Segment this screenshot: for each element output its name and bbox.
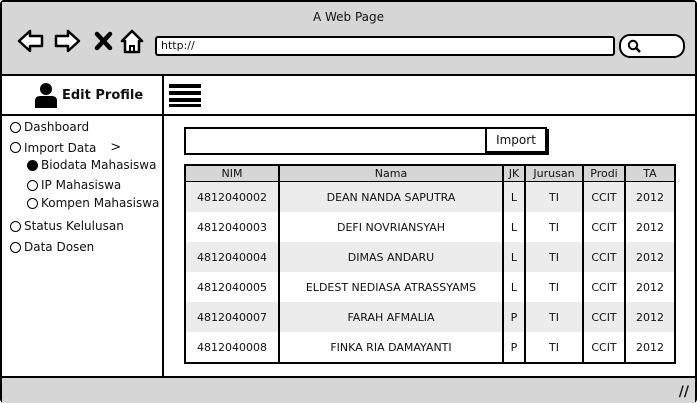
status-bar [2, 376, 695, 403]
biodata-table [184, 164, 676, 364]
cell-jurusan: TI [525, 302, 583, 332]
cell-ta: 2012 [625, 182, 674, 213]
edit-profile-link[interactable] [2, 76, 162, 114]
column-header-nim[interactable]: NIM [186, 166, 279, 182]
radio-icon [10, 122, 21, 133]
radio-icon [27, 198, 38, 209]
user-icon [34, 82, 58, 108]
cell-jurusan: TI [525, 212, 583, 242]
cell-jk: L [503, 242, 525, 272]
url-bar[interactable]: http:// [155, 36, 615, 56]
cell-jurusan: TI [525, 182, 583, 213]
cell-jk: L [503, 182, 525, 213]
radio-icon [10, 142, 21, 153]
home-icon[interactable] [118, 26, 148, 56]
sidebar-item-label: Data Dosen [24, 240, 95, 254]
cell-nim: 4812040007 [186, 302, 279, 332]
window-title: A Web Page [312, 10, 385, 24]
sidebar-item-ip-mahasiswa[interactable] [27, 178, 121, 192]
cell-nim: 4812040002 [186, 182, 279, 213]
cell-jk: P [503, 302, 525, 332]
cell-nim: 4812040008 [186, 332, 279, 362]
column-header-jurusan[interactable]: Jurusan [525, 166, 583, 182]
hamburger-menu-icon[interactable] [168, 82, 202, 108]
radio-icon [27, 180, 38, 191]
table-row[interactable] [186, 302, 674, 332]
chevron-right-icon: > [110, 140, 122, 155]
column-header-nama[interactable]: Nama [279, 166, 503, 182]
column-header-prodi[interactable]: Prodi [583, 166, 625, 182]
sidebar-item-label: Biodata Mahasiswa [41, 158, 157, 172]
cell-prodi: CCIT [583, 302, 625, 332]
sidebar-item-label: Dashboard [24, 120, 90, 134]
cell-ta: 2012 [636, 340, 664, 354]
search-box[interactable] [619, 34, 685, 58]
table-row[interactable] [186, 242, 674, 272]
cell-nama: DEFI NOVRIANSYAH [279, 212, 503, 242]
browser-toolbar [2, 2, 695, 76]
cell-nama: FINKA RIA DAMAYANTI [279, 332, 503, 362]
sidebar-item-dashboard[interactable] [10, 120, 89, 134]
cell-nim: 4812040003 [186, 212, 279, 242]
sidebar-item-import-data[interactable] [10, 140, 121, 155]
forward-arrow-icon[interactable] [52, 26, 82, 56]
sidebar-item-kompen-mahasiswa[interactable] [27, 196, 159, 210]
sidebar-item-label: Import Data [24, 140, 97, 155]
cell-nama: DIMAS ANDARU [279, 242, 503, 272]
radio-selected-icon [27, 160, 38, 171]
sidebar-item-label: Kompen Mahasiswa [41, 196, 160, 210]
edit-profile-label: Edit Profile [62, 88, 144, 103]
cell-jurusan: TI [525, 272, 583, 302]
cell-ta: 2012 [636, 280, 664, 294]
column-header-ta[interactable]: TA [625, 166, 674, 182]
search-icon [627, 39, 641, 53]
cell-nama: ELDEST NEDIASA ATRASSYAMS [279, 272, 503, 302]
cell-jurusan: TI [525, 242, 583, 272]
table-row[interactable] [186, 182, 674, 213]
cell-nama: FARAH AFMALIA [279, 302, 503, 332]
radio-icon [10, 242, 21, 253]
back-arrow-icon[interactable] [16, 26, 46, 56]
sidebar-item-data-dosen[interactable] [10, 240, 94, 254]
cell-prodi: CCIT [583, 182, 625, 213]
cell-ta: 2012 [636, 220, 664, 234]
cell-ta: 2012 [625, 302, 674, 332]
sidebar-divider [162, 76, 164, 376]
table-row[interactable] [186, 212, 674, 242]
cell-jk: L [503, 212, 525, 242]
import-button[interactable]: Import [485, 127, 547, 153]
cell-prodi: CCIT [583, 242, 625, 272]
table-row[interactable] [186, 272, 674, 302]
sidebar-item-label: Status Kelulusan [24, 219, 124, 233]
sidebar-item-status-kelulusan[interactable] [10, 219, 124, 233]
cell-jk: P [503, 332, 525, 362]
radio-icon [10, 221, 21, 232]
close-x-icon[interactable] [90, 26, 120, 56]
cell-prodi: CCIT [583, 272, 625, 302]
cell-jk: L [503, 272, 525, 302]
cell-nim: 4812040005 [186, 272, 279, 302]
cell-nama: DEAN NANDA SAPUTRA [279, 182, 503, 213]
page-header [2, 76, 695, 116]
column-header-jk[interactable]: JK [503, 166, 525, 182]
sidebar-item-label: IP Mahasiswa [41, 178, 122, 192]
cell-prodi: CCIT [583, 212, 625, 242]
resize-handle-icon[interactable]: // [678, 384, 689, 400]
table-row[interactable] [186, 332, 674, 362]
table-header-row [186, 166, 674, 182]
cell-ta: 2012 [625, 242, 674, 272]
import-file-input[interactable] [184, 127, 488, 155]
cell-nim: 4812040004 [186, 242, 279, 272]
cell-prodi: CCIT [583, 332, 625, 362]
sidebar-item-biodata-mahasiswa[interactable] [27, 158, 156, 172]
cell-jurusan: TI [525, 332, 583, 362]
